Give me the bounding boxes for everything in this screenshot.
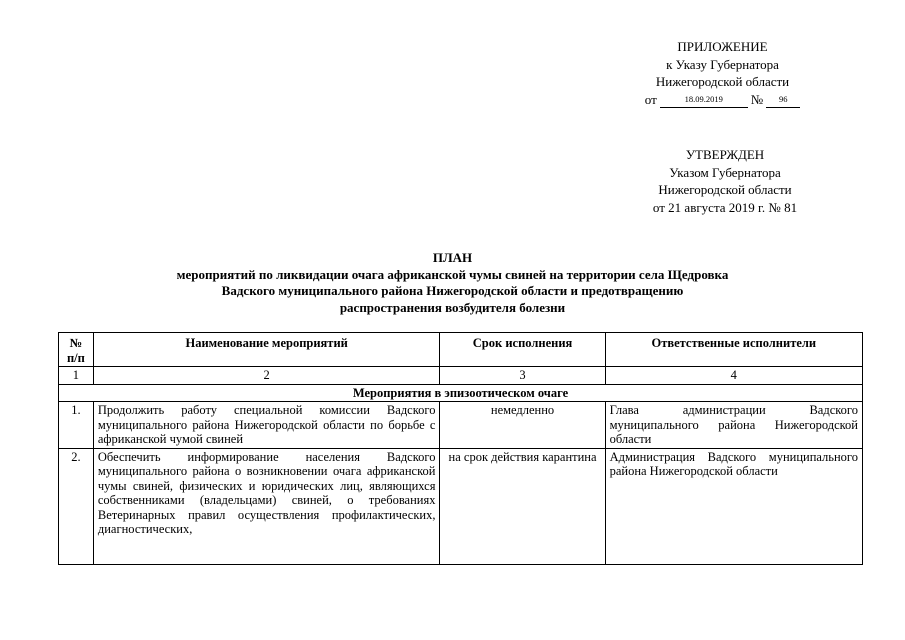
row-resp: Глава администрации Вадского муниципального района Нижегородской области — [605, 402, 862, 449]
table-row — [59, 448, 863, 564]
table-header-row — [59, 333, 863, 367]
plan-table — [58, 332, 863, 565]
date-value: 18.09.2019 — [684, 94, 723, 104]
appendix-line-2: Нижегородской области — [655, 74, 790, 89]
approved-line-1: Указом Губернатора — [669, 164, 781, 180]
plan-subtitle-3: распространения возбудителя болезни — [339, 299, 566, 315]
approved-line-2: Нижегородской области — [658, 182, 792, 197]
header-name: Наименование мероприятий — [93, 333, 440, 367]
approved-heading: УТВЕРЖДЕН — [685, 147, 765, 162]
row-name: Продолжить работу специальной комиссии Вадского муниципального района Нижегородской области по борьбе с африканской чумой свиней — [93, 402, 440, 449]
row-resp: Администрация Вадского муниципального района Нижегородской области — [605, 448, 862, 564]
number-sign: № — [750, 91, 764, 107]
row-num: 1. — [59, 402, 94, 449]
table-row — [59, 402, 863, 449]
column-number: 4 — [605, 367, 862, 385]
appendix-heading: ПРИЛОЖЕНИЕ — [677, 39, 768, 54]
column-number-row — [59, 367, 863, 385]
plan-subtitle-2: Вадского муниципального района Нижегородской области и предотвращению — [221, 283, 684, 298]
column-number: 1 — [59, 367, 94, 385]
row-term: на срок действия карантина — [440, 448, 605, 564]
column-number: 3 — [440, 367, 605, 385]
header-resp: Ответственные исполнители — [605, 333, 862, 367]
section-title: Мероприятия в эпизоотическом очаге — [59, 384, 863, 402]
row-num: 2. — [59, 448, 94, 564]
number-value: 96 — [778, 94, 788, 104]
appendix-date-line — [600, 91, 845, 109]
plan-title-block — [100, 250, 805, 316]
column-number: 2 — [93, 367, 440, 385]
appendix-block — [600, 38, 845, 108]
approved-line-3: от 21 августа 2019 г. № 81 — [652, 199, 798, 215]
row-name: Обеспечить информирование населения Вадского муниципального района о возникновении очага африканской чумы свиней, физических и юридических лиц, являющихся собственниками (владельцами) свиней, о требованиях Ветеринарных правил осуществления профилактических, диагностических, — [93, 448, 440, 564]
header-num: № п/п — [59, 333, 94, 367]
plan-title: ПЛАН — [432, 250, 473, 265]
header-term: Срок исполнения — [440, 333, 605, 367]
plan-subtitle-1: мероприятий по ликвидации очага африканской чумы свиней на территории села Щедровка — [176, 266, 729, 282]
appendix-line-1: к Указу Губернатора — [666, 56, 779, 72]
from-label: от — [644, 91, 657, 107]
date-field — [660, 96, 748, 108]
number-field — [766, 96, 800, 108]
approved-block — [620, 146, 830, 216]
row-term: немедленно — [440, 402, 605, 449]
section-row — [59, 384, 863, 402]
